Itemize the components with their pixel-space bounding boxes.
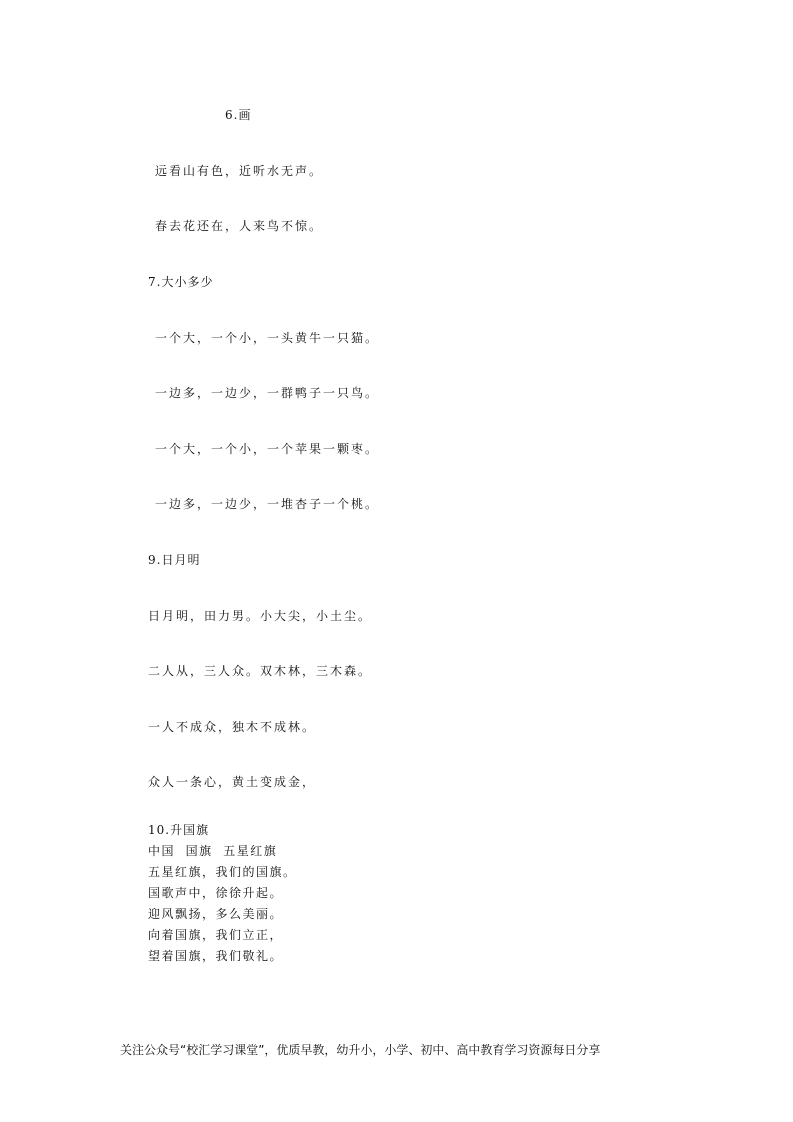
- section-7-title: 7.大小多少: [148, 275, 214, 289]
- section-6-title: 6.画: [225, 108, 252, 122]
- section-9-line-4: 众人一条心，黄土变成金，: [148, 775, 317, 789]
- section-10-line-6: 望着国旗，我们敬礼。: [148, 949, 284, 963]
- section-9-title: 9.日月明: [148, 553, 201, 567]
- section-9-line-2: 二人从，三人众。双木林，三木森。: [148, 664, 373, 678]
- section-10-line-2: 五星红旗，我们的国旗。: [148, 865, 297, 879]
- footer-note: 关注公众号“校汇学习课堂”，优质早教，幼升小，小学、初中、高中教育学习资源每日分享: [120, 1043, 601, 1057]
- section-10-line-3: 国歌声中，徐徐升起。: [148, 886, 284, 900]
- section-7-line-3: 一个大，一个小，一个苹果一颗枣。: [155, 442, 380, 456]
- section-10-line-4: 迎风飘扬，多么美丽。: [148, 907, 284, 921]
- section-9-line-3: 一人不成众，独木不成林。: [148, 720, 317, 734]
- section-6-line-2: 春去花还在，人来鸟不惊。: [155, 219, 324, 233]
- section-10-title: 10.升国旗: [148, 823, 210, 837]
- section-9-line-1: 日月明，田力男。小大尖，小土尘。: [148, 609, 373, 623]
- section-10-line-1: 中国 国旗 五星红旗: [148, 844, 278, 858]
- section-6-line-1: 远看山有色，近听水无声。: [155, 164, 324, 178]
- section-7-line-4: 一边多，一边少，一堆杏子一个桃。: [155, 497, 380, 511]
- section-7-line-2: 一边多，一边少，一群鸭子一只鸟。: [155, 386, 380, 400]
- section-10-line-5: 向着国旗，我们立正，: [148, 928, 284, 942]
- section-7-line-1: 一个大，一个小，一头黄牛一只猫。: [155, 331, 380, 345]
